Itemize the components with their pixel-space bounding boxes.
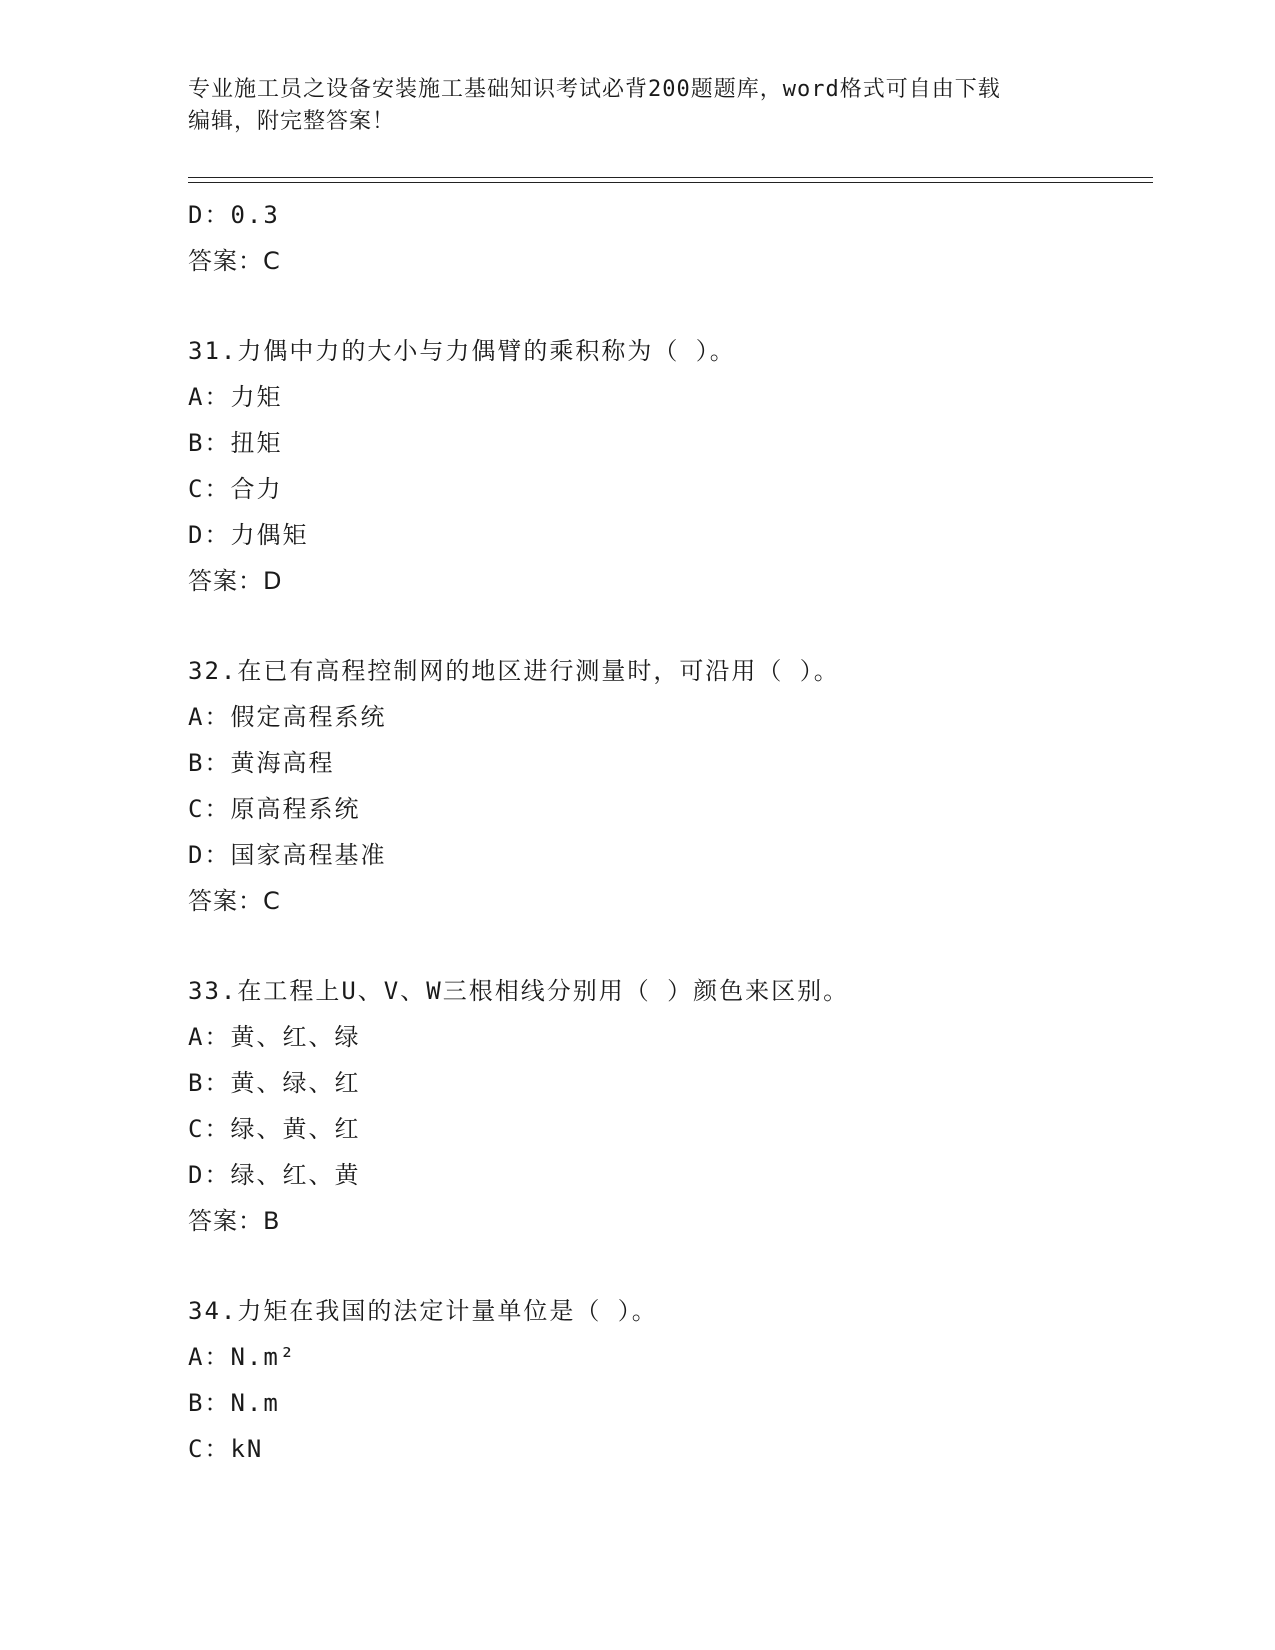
answer: 答案：B [188, 1207, 281, 1235]
question-stem: 31.力偶中力的大小与力偶臂的乘积称为（ ）。 [188, 337, 736, 365]
spacer [188, 284, 1148, 328]
option-a: A：N.m² [188, 1343, 297, 1371]
question-32 [188, 648, 1148, 924]
option-c: C：原高程系统 [188, 795, 361, 823]
document-body [188, 192, 1148, 1472]
option-a: A：假定高程系统 [188, 703, 387, 731]
option-a: A：力矩 [188, 383, 283, 411]
option-d: D：绿、红、黄 [188, 1161, 361, 1189]
header-rule-bottom [188, 182, 1153, 183]
header-rule-top [188, 177, 1153, 178]
answer: 答案：D [188, 567, 283, 595]
header-line-2: 编辑，附完整答案！ [188, 109, 396, 134]
option-a: A：黄、红、绿 [188, 1023, 361, 1051]
option-b: B：黄、绿、红 [188, 1069, 361, 1097]
page-header [188, 74, 1068, 138]
option-d: D：0.3 [188, 201, 280, 229]
question-33 [188, 968, 1148, 1244]
option-c: C：合力 [188, 475, 283, 503]
spacer [188, 1244, 1148, 1288]
option-b: B：扭矩 [188, 429, 283, 457]
question-stem: 34.力矩在我国的法定计量单位是（ ）。 [188, 1297, 658, 1325]
question-34 [188, 1288, 1148, 1472]
spacer [188, 604, 1148, 648]
previous-question-tail [188, 192, 1148, 284]
option-c: C：绿、黄、红 [188, 1115, 361, 1143]
option-d: D：国家高程基准 [188, 841, 387, 869]
answer: 答案：C [188, 887, 281, 915]
option-b: B：N.m [188, 1389, 280, 1417]
question-31 [188, 328, 1148, 604]
question-stem: 32.在已有高程控制网的地区进行测量时，可沿用（ ）。 [188, 657, 840, 685]
header-line-1: 专业施工员之设备安装施工基础知识考试必背200题题库，word格式可自由下载 [188, 77, 1001, 102]
option-d: D：力偶矩 [188, 521, 309, 549]
answer: 答案：C [188, 247, 281, 275]
spacer [188, 924, 1148, 968]
option-b: B：黄海高程 [188, 749, 335, 777]
question-stem: 33.在工程上U、V、W三根相线分别用（ ）颜色来区别。 [188, 977, 850, 1005]
option-c: C：kN [188, 1435, 264, 1463]
